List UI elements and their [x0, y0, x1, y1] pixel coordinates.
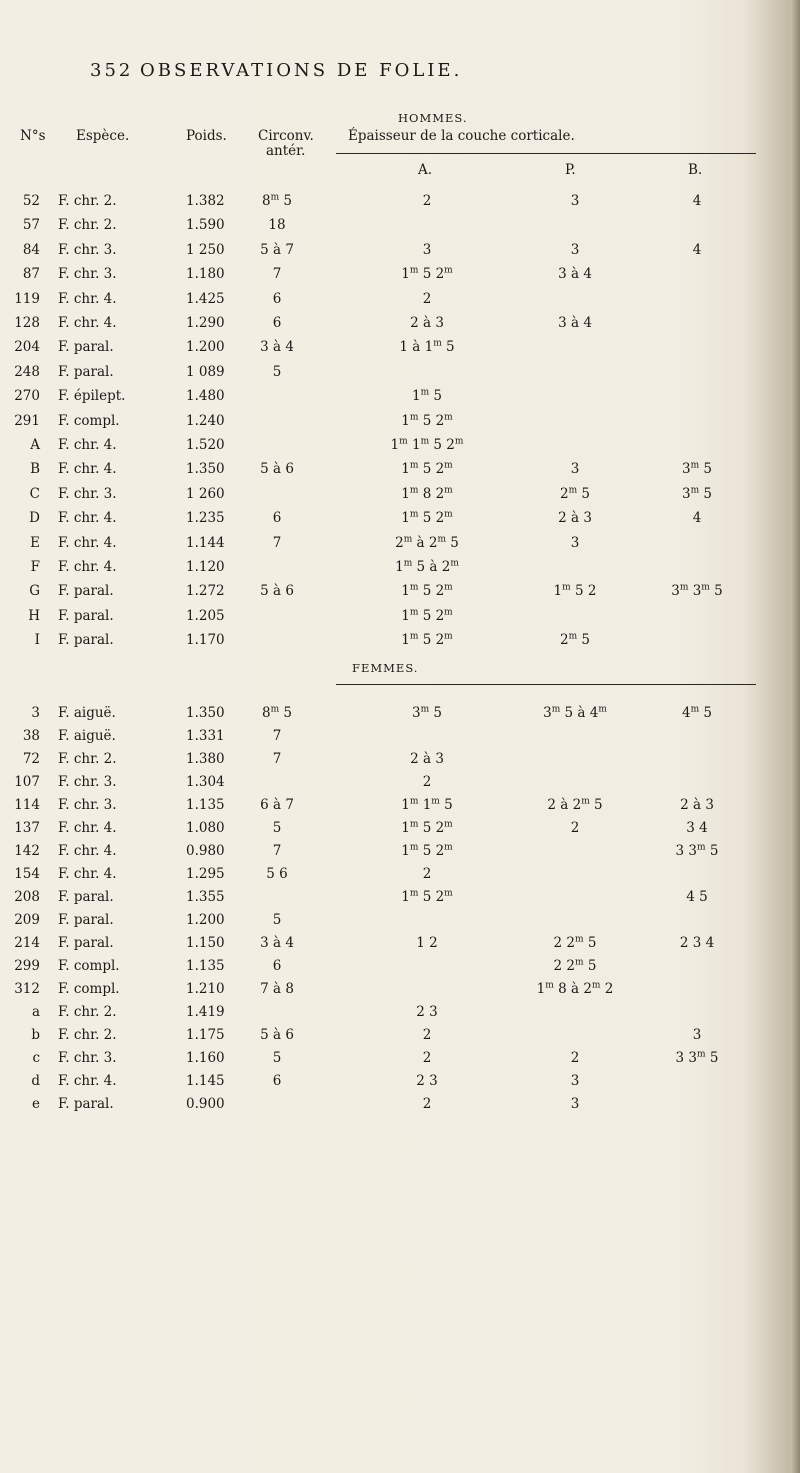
femmes-cell-circ: 3 à 4 — [260, 935, 294, 951]
hommes-cell-poids: 1.144 — [186, 534, 225, 551]
hommes-cell-n: D — [29, 510, 40, 527]
hommes-cell-n: 204 — [14, 339, 40, 356]
femmes-cell-poids: 1.175 — [186, 1027, 225, 1043]
femmes-cell-n: 214 — [14, 935, 40, 951]
femmes-row — [0, 1026, 800, 1050]
hommes-row — [0, 460, 800, 484]
femmes-cell-poids: 1.331 — [186, 728, 225, 744]
femmes-cell-a: 1$^m$ 1$^m$ 5 — [401, 796, 453, 813]
header-poids: Poids. — [186, 128, 227, 144]
hommes-cell-circ: 6 — [272, 290, 282, 307]
femmes-cell-n: 137 — [14, 820, 40, 836]
femmes-row — [0, 842, 800, 866]
header-col-a: A. — [418, 162, 433, 178]
hommes-cell-esp: F. chr. 2. — [58, 193, 117, 209]
hommes-cell-a: 2 — [422, 193, 432, 209]
hommes-cell-a: 3 — [422, 241, 432, 258]
femmes-cell-n: d — [31, 1073, 40, 1089]
hommes-cell-a: 1$^m$ 5 2$^m$ — [401, 631, 453, 649]
hommes-cell-circ: 3 à 4 — [260, 339, 294, 356]
femmes-cell-a: 2 3 — [416, 1004, 438, 1020]
femmes-cell-esp: F. compl. — [58, 958, 120, 974]
femmes-row — [0, 888, 800, 912]
femmes-cell-p: 3$^m$ 5 à 4$^m$ — [543, 704, 607, 721]
hommes-row — [0, 436, 800, 460]
femmes-row — [0, 1049, 800, 1073]
femmes-cell-n: 142 — [14, 843, 40, 859]
femmes-cell-n: 38 — [22, 728, 40, 744]
hommes-cell-esp: F. chr. 3. — [58, 266, 117, 283]
femmes-cell-a: 2 3 — [416, 1073, 438, 1089]
femmes-cell-n: 208 — [14, 889, 40, 905]
femmes-cell-poids: 1.419 — [186, 1004, 225, 1020]
femmes-cell-esp: F. chr. 4. — [58, 866, 117, 882]
hommes-cell-esp: F. chr. 4. — [58, 534, 117, 551]
femmes-cell-poids: 1.135 — [186, 797, 225, 813]
femmes-cell-circ: 7 — [272, 751, 282, 767]
hommes-cell-n: 270 — [14, 388, 40, 405]
femmes-cell-poids: 1.080 — [186, 820, 225, 836]
running-title: OBSERVATIONS DE FOLIE. — [140, 60, 463, 81]
femmes-row — [0, 934, 800, 958]
femmes-cell-esp: F. chr. 4. — [58, 1073, 117, 1089]
hommes-cell-circ: 5 à 6 — [260, 461, 294, 478]
hommes-cell-poids: 1.382 — [186, 193, 225, 209]
femmes-cell-n: 72 — [22, 751, 40, 767]
hommes-cell-esp: F. épilept. — [58, 388, 126, 405]
hommes-cell-b: 3$^m$ 5 — [681, 460, 713, 478]
header-nos: N°s — [20, 128, 46, 144]
hommes-cell-p: 3 à 4 — [558, 266, 592, 283]
hommes-cell-poids: 1.200 — [186, 339, 225, 356]
hommes-cell-esp: F. chr. 2. — [58, 217, 117, 234]
femmes-cell-b: 3 4 — [686, 820, 708, 836]
femmes-cell-esp: F. paral. — [58, 1096, 114, 1112]
femmes-row — [0, 980, 800, 1004]
hommes-cell-a: 2$^m$ à 2$^m$ 5 — [395, 534, 459, 551]
hommes-cell-circ: 8$^m$ 5 — [261, 192, 293, 209]
hommes-cell-esp: F. paral. — [58, 339, 114, 356]
femmes-cell-p: 2 2$^m$ 5 — [553, 957, 597, 974]
hommes-row — [0, 241, 800, 265]
femmes-cell-p: 2 — [570, 1050, 580, 1066]
femmes-row — [0, 727, 800, 751]
femmes-cell-circ: 5 — [272, 912, 282, 928]
hommes-cell-p: 2$^m$ 5 — [559, 631, 591, 649]
femmes-cell-p: 3 — [570, 1073, 580, 1089]
hommes-cell-n: H — [28, 607, 40, 624]
femmes-cell-circ: 5 à 6 — [260, 1027, 294, 1043]
femmes-row — [0, 819, 800, 843]
femmes-cell-a: 2 — [422, 774, 432, 790]
femmes-cell-n: e — [32, 1096, 40, 1112]
hommes-cell-b: 4 — [692, 510, 702, 527]
hommes-cell-poids: 1.180 — [186, 266, 225, 283]
hommes-cell-esp: F. paral. — [58, 607, 114, 624]
hommes-row — [0, 607, 800, 631]
femmes-cell-a: 3$^m$ 5 — [411, 704, 443, 721]
femmes-row — [0, 1072, 800, 1096]
femmes-cell-n: b — [31, 1027, 40, 1043]
hommes-cell-poids: 1.170 — [186, 632, 225, 649]
hommes-cell-poids: 1.290 — [186, 315, 225, 331]
hommes-cell-poids: 1 089 — [186, 363, 225, 380]
femmes-cell-poids: 1.304 — [186, 774, 225, 790]
femmes-cell-poids: 1.160 — [186, 1050, 225, 1066]
femmes-cell-esp: F. chr. 3. — [58, 1050, 117, 1066]
femmes-cell-poids: 1.295 — [186, 866, 225, 882]
femmes-cell-a: 2 à 3 — [410, 751, 444, 767]
femmes-cell-esp: F. chr. 2. — [58, 1004, 117, 1020]
femmes-cell-poids: 0.980 — [186, 843, 225, 859]
hommes-cell-a: 2 — [422, 290, 432, 307]
femmes-cell-esp: F. aiguë. — [58, 705, 116, 721]
header-col-p: P. — [565, 162, 576, 178]
femmes-cell-esp: F. paral. — [58, 935, 114, 951]
hommes-cell-n: 87 — [22, 266, 40, 283]
hommes-row — [0, 363, 800, 387]
femmes-brace-rule — [336, 684, 756, 685]
femmes-cell-poids: 1.210 — [186, 981, 225, 997]
femmes-cell-a: 1$^m$ 5 2$^m$ — [401, 888, 453, 905]
hommes-cell-poids: 1.120 — [186, 559, 225, 575]
hommes-cell-poids: 1.272 — [186, 583, 225, 600]
femmes-row — [0, 911, 800, 935]
hommes-cell-circ: 5 à 6 — [260, 583, 294, 600]
femmes-cell-a: 2 — [422, 1050, 432, 1066]
femmes-cell-poids: 1.145 — [186, 1073, 225, 1089]
hommes-row — [0, 558, 800, 582]
hommes-cell-n: 84 — [22, 241, 40, 258]
femmes-cell-circ: 5 — [272, 820, 282, 836]
hommes-cell-p: 3 — [570, 461, 580, 478]
femmes-cell-esp: F. chr. 2. — [58, 1027, 117, 1043]
femmes-cell-poids: 1.350 — [186, 705, 225, 721]
femmes-cell-b: 3 3$^m$ 5 — [675, 842, 719, 859]
femmes-cell-esp: F. aiguë. — [58, 728, 116, 744]
hommes-cell-a: 1$^m$ 5 2$^m$ — [401, 582, 453, 600]
femmes-cell-poids: 1.135 — [186, 958, 225, 974]
femmes-cell-esp: F. chr. 2. — [58, 751, 117, 767]
hommes-cell-a: 1$^m$ 5 2$^m$ — [401, 607, 453, 624]
header-espece: Espèce. — [76, 128, 130, 144]
hommes-cell-poids: 1.425 — [186, 290, 225, 307]
femmes-cell-poids: 0.900 — [186, 1096, 225, 1112]
hommes-row — [0, 265, 800, 289]
hommes-cell-esp: F. chr. 4. — [58, 315, 117, 331]
hommes-cell-n: 291 — [14, 412, 40, 429]
femmes-cell-esp: F. compl. — [58, 981, 120, 997]
femmes-cell-a: 2 — [422, 1096, 432, 1112]
hommes-cell-n: F — [30, 559, 40, 575]
hommes-cell-esp: F. chr. 3. — [58, 485, 117, 502]
hommes-cell-a: 1$^m$ 5 2$^m$ — [401, 509, 453, 527]
femmes-row — [0, 773, 800, 797]
femmes-cell-poids: 1.380 — [186, 751, 225, 767]
hommes-row — [0, 314, 800, 338]
hommes-cell-n: 128 — [14, 315, 40, 331]
femmes-cell-b: 2 3 4 — [679, 935, 715, 951]
hommes-row — [0, 338, 800, 362]
femmes-cell-n: 107 — [14, 774, 40, 790]
femmes-cell-b: 3 3$^m$ 5 — [675, 1049, 719, 1066]
femmes-cell-n: 209 — [14, 912, 40, 928]
hommes-cell-n: 57 — [22, 217, 40, 234]
hommes-cell-circ: 5 à 7 — [260, 241, 294, 258]
hommes-cell-a: 1$^m$ 5 — [411, 387, 443, 405]
header-col-b: B. — [688, 162, 703, 178]
femmes-cell-esp: F. chr. 3. — [58, 797, 117, 813]
hommes-cell-poids: 1.350 — [186, 461, 225, 478]
hommes-cell-circ: 5 — [272, 363, 282, 380]
femmes-row — [0, 796, 800, 820]
femmes-cell-n: 299 — [14, 958, 40, 974]
femmes-cell-circ: 5 — [272, 1050, 282, 1066]
femmes-cell-esp: F. chr. 3. — [58, 774, 117, 790]
hommes-cell-a: 1$^m$ 5 à 2$^m$ — [395, 558, 459, 575]
femmes-cell-a: 1 2 — [416, 935, 438, 951]
hommes-cell-circ: 7 — [272, 534, 282, 551]
hommes-cell-b: 3$^m$ 5 — [681, 485, 713, 502]
femmes-title: FEMMES. — [352, 661, 419, 675]
femmes-cell-circ: 6 — [272, 1073, 282, 1089]
femmes-cell-poids: 1.355 — [186, 889, 225, 905]
hommes-cell-poids: 1.240 — [186, 412, 225, 429]
femmes-cell-circ: 8$^m$ 5 — [261, 704, 293, 721]
hommes-cell-p: 2$^m$ 5 — [559, 485, 591, 502]
hommes-cell-a: 1$^m$ 5 2$^m$ — [401, 265, 453, 283]
femmes-cell-circ: 6 — [272, 958, 282, 974]
hommes-row — [0, 509, 800, 533]
hommes-cell-poids: 1 260 — [186, 485, 225, 502]
femmes-cell-n: c — [32, 1050, 40, 1066]
femmes-cell-poids: 1.150 — [186, 935, 225, 951]
header-anter: antér. — [266, 143, 306, 159]
femmes-cell-circ: 7 à 8 — [260, 981, 294, 997]
hommes-cell-esp: F. chr. 4. — [58, 510, 117, 527]
hommes-cell-a: 1$^m$ 8 2$^m$ — [401, 485, 453, 502]
header-epaisseur: Épaisseur de la couche corticale. — [348, 128, 575, 144]
hommes-cell-esp: F. compl. — [58, 412, 120, 429]
hommes-cell-esp: F. chr. 3. — [58, 241, 117, 258]
hommes-cell-esp: F. paral. — [58, 363, 114, 380]
hommes-cell-a: 2 à 3 — [410, 315, 444, 331]
hommes-row — [0, 485, 800, 509]
femmes-cell-a: 1$^m$ 5 2$^m$ — [401, 842, 453, 859]
femmes-cell-p: 3 — [570, 1096, 580, 1112]
hommes-cell-p: 3 — [570, 193, 580, 209]
femmes-cell-b: 4$^m$ 5 — [681, 704, 713, 721]
hommes-cell-b: 4 — [692, 193, 702, 209]
femmes-cell-esp: F. chr. 4. — [58, 820, 117, 836]
hommes-cell-poids: 1.235 — [186, 510, 225, 527]
femmes-cell-p: 2 à 2$^m$ 5 — [547, 796, 603, 813]
page-number: 352 — [90, 60, 134, 81]
hommes-cell-circ: 6 — [272, 315, 282, 331]
hommes-row — [0, 534, 800, 558]
femmes-row — [0, 865, 800, 889]
hommes-cell-p: 3 — [570, 534, 580, 551]
femmes-cell-n: a — [31, 1004, 40, 1020]
hommes-cell-p: 1$^m$ 5 2 — [553, 582, 597, 600]
hommes-cell-circ: 6 — [272, 510, 282, 527]
hommes-cell-poids: 1.590 — [186, 217, 225, 234]
femmes-cell-circ: 7 — [272, 843, 282, 859]
femmes-cell-n: 114 — [14, 797, 40, 813]
femmes-cell-p: 2 — [570, 820, 580, 836]
hommes-cell-esp: F. paral. — [58, 583, 114, 600]
femmes-cell-circ: 7 — [272, 728, 282, 744]
running-header — [90, 60, 730, 90]
header-circonv: Circonv. — [258, 128, 314, 144]
header-brace-rule — [336, 153, 756, 154]
hommes-cell-esp: F. chr. 4. — [58, 290, 117, 307]
femmes-cell-b: 2 à 3 — [680, 797, 714, 813]
hommes-cell-p: 2 à 3 — [558, 510, 592, 527]
hommes-cell-n: G — [29, 583, 40, 600]
femmes-cell-p: 1$^m$ 8 à 2$^m$ 2 — [536, 980, 614, 997]
hommes-cell-circ: 7 — [272, 266, 282, 283]
hommes-cell-poids: 1.520 — [186, 437, 225, 453]
femmes-cell-poids: 1.200 — [186, 912, 225, 928]
hommes-cell-n: A — [30, 437, 40, 453]
femmes-cell-circ: 5 6 — [266, 866, 288, 882]
hommes-row — [0, 631, 800, 655]
hommes-row — [0, 412, 800, 436]
femmes-row — [0, 750, 800, 774]
femmes-cell-p: 2 2$^m$ 5 — [553, 934, 597, 951]
hommes-cell-esp: F. chr. 4. — [58, 559, 117, 575]
femmes-cell-b: 3 — [692, 1027, 702, 1043]
hommes-cell-a: 1$^m$ 1$^m$ 5 2$^m$ — [390, 436, 464, 453]
femmes-cell-a: 2 — [422, 866, 432, 882]
hommes-cell-esp: F. chr. 4. — [58, 461, 117, 478]
hommes-cell-poids: 1.205 — [186, 607, 225, 624]
femmes-cell-n: 154 — [14, 866, 40, 882]
hommes-cell-esp: F. paral. — [58, 632, 114, 649]
hommes-cell-esp: F. chr. 4. — [58, 437, 117, 453]
hommes-cell-n: 248 — [14, 363, 40, 380]
femmes-cell-n: 312 — [14, 981, 40, 997]
hommes-cell-a: 1$^m$ 5 2$^m$ — [401, 460, 453, 478]
femmes-row — [0, 1095, 800, 1119]
hommes-row — [0, 290, 800, 314]
hommes-row — [0, 582, 800, 606]
femmes-cell-n: 3 — [31, 705, 40, 721]
hommes-cell-b: 3$^m$ 3$^m$ 5 — [671, 582, 723, 600]
hommes-cell-poids: 1 250 — [186, 241, 225, 258]
femmes-row — [0, 957, 800, 981]
hommes-cell-p: 3 à 4 — [558, 315, 592, 331]
femmes-cell-esp: F. paral. — [58, 912, 114, 928]
hommes-cell-a: 1$^m$ 5 2$^m$ — [401, 412, 453, 429]
hommes-cell-n: I — [34, 632, 40, 649]
femmes-cell-b: 4 5 — [686, 889, 708, 905]
hommes-cell-n: 119 — [14, 290, 40, 307]
femmes-cell-a: 1$^m$ 5 2$^m$ — [401, 819, 453, 836]
hommes-cell-p: 3 — [570, 241, 580, 258]
hommes-row — [0, 216, 800, 240]
hommes-cell-b: 4 — [692, 241, 702, 258]
femmes-cell-a: 2 — [422, 1027, 432, 1043]
femmes-cell-esp: F. paral. — [58, 889, 114, 905]
hommes-cell-n: E — [30, 534, 40, 551]
femmes-row — [0, 704, 800, 728]
hommes-row — [0, 192, 800, 216]
hommes-row — [0, 387, 800, 411]
hommes-title: HOMMES. — [398, 111, 468, 125]
hommes-cell-a: 1 à 1$^m$ 5 — [399, 338, 455, 356]
hommes-cell-n: C — [29, 485, 40, 502]
femmes-cell-esp: F. chr. 4. — [58, 843, 117, 859]
hommes-cell-poids: 1.480 — [186, 388, 225, 405]
femmes-row — [0, 1003, 800, 1027]
hommes-cell-circ: 18 — [268, 217, 286, 234]
hommes-cell-n: B — [30, 461, 40, 478]
hommes-cell-n: 52 — [22, 193, 40, 209]
femmes-cell-circ: 6 à 7 — [260, 797, 294, 813]
